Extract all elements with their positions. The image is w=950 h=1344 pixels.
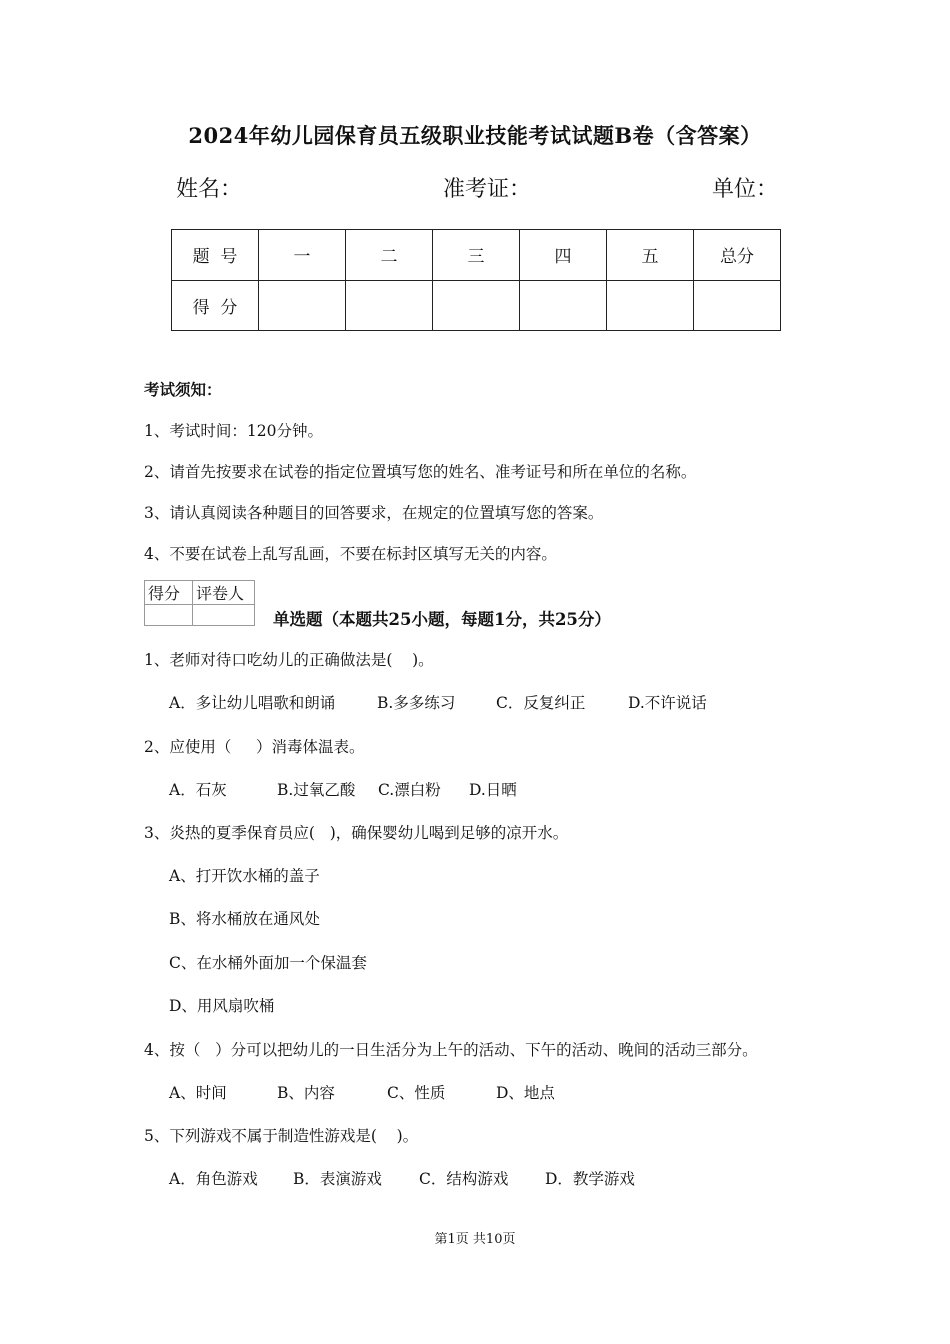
question-2-option-a: A．石灰 bbox=[169, 781, 227, 799]
notice-heading: 考试须知： bbox=[144, 380, 222, 399]
notice-item-1: 1、考试时间：120分钟。 bbox=[144, 422, 323, 440]
section-title: 单选题（本题共25小题，每题1分，共25分） bbox=[273, 610, 611, 629]
question-1-option-a: A．多让幼儿唱歌和朗诵 bbox=[169, 694, 336, 712]
grader-box bbox=[144, 580, 255, 626]
question-5-option-c: C．结构游戏 bbox=[419, 1170, 509, 1188]
question-4-option-a: A、时间 bbox=[169, 1084, 227, 1102]
grader-reviewer-label: 评卷人 bbox=[193, 581, 255, 605]
question-3-option-c: C、在水桶外面加一个保温套 bbox=[169, 954, 367, 972]
question-1-option-d: D.不许说话 bbox=[628, 694, 707, 712]
question-3-stem: 3、炎热的夏季保育员应( )，确保婴幼儿喝到足够的凉开水。 bbox=[144, 824, 569, 842]
header-cell-section-5: 五 bbox=[607, 230, 694, 281]
question-4-option-c: C、性质 bbox=[387, 1084, 446, 1102]
question-1-stem: 1、老师对待口吃幼儿的正确做法是( )。 bbox=[144, 651, 434, 669]
score-cell-section-5[interactable] bbox=[607, 280, 694, 331]
score-row-label: 得 分 bbox=[172, 280, 259, 331]
header-cell-total: 总分 bbox=[694, 230, 781, 281]
score-cell-total[interactable] bbox=[694, 280, 781, 331]
question-3-option-a: A、打开饮水桶的盖子 bbox=[169, 867, 320, 885]
header-cell-question-number: 题 号 bbox=[172, 230, 259, 281]
question-4-stem: 4、按（ ）分可以把幼儿的一日生活分为上午的活动、下午的活动、晚间的活动三部分。 bbox=[144, 1041, 758, 1059]
score-table-score-row bbox=[172, 280, 781, 331]
exam-id-field-label: 准考证： bbox=[443, 177, 532, 202]
question-1-option-b: B.多多练习 bbox=[377, 694, 456, 712]
score-cell-section-1[interactable] bbox=[259, 280, 346, 331]
question-2-option-d: D.日晒 bbox=[469, 781, 517, 799]
question-2-stem: 2、应使用（ ）消毒体温表。 bbox=[144, 738, 365, 756]
header-cell-section-3: 三 bbox=[433, 230, 520, 281]
score-cell-section-3[interactable] bbox=[433, 280, 520, 331]
question-3-option-b: B、将水桶放在通风处 bbox=[169, 910, 320, 928]
question-2-option-b: B.过氧乙酸 bbox=[277, 781, 356, 799]
grader-score-cell[interactable] bbox=[145, 605, 193, 626]
question-3-option-d: D、用风扇吹桶 bbox=[169, 997, 275, 1015]
question-5-option-d: D．教学游戏 bbox=[545, 1170, 635, 1188]
header-cell-section-4: 四 bbox=[520, 230, 607, 281]
header-cell-section-2: 二 bbox=[346, 230, 433, 281]
question-4-option-d: D、地点 bbox=[496, 1084, 555, 1102]
score-cell-section-4[interactable] bbox=[520, 280, 607, 331]
question-5-stem: 5、下列游戏不属于制造性游戏是( )。 bbox=[144, 1127, 419, 1145]
question-5-option-b: B．表演游戏 bbox=[293, 1170, 382, 1188]
question-4-option-b: B、内容 bbox=[277, 1084, 335, 1102]
unit-field-label: 单位： bbox=[712, 177, 779, 202]
question-1-option-c: C．反复纠正 bbox=[496, 694, 586, 712]
score-cell-section-2[interactable] bbox=[346, 280, 433, 331]
question-2-option-c: C.漂白粉 bbox=[378, 781, 441, 799]
notice-item-3: 3、请认真阅读各种题目的回答要求，在规定的位置填写您的答案。 bbox=[144, 504, 604, 522]
page-footer: 第1页 共10页 bbox=[434, 1232, 516, 1247]
question-5-option-a: A．角色游戏 bbox=[169, 1170, 258, 1188]
header-cell-section-1: 一 bbox=[259, 230, 346, 281]
name-field-label: 姓名： bbox=[176, 177, 243, 202]
score-table bbox=[171, 229, 781, 331]
grader-score-label: 得分 bbox=[145, 581, 193, 605]
score-table-header-row bbox=[172, 230, 781, 281]
notice-item-2: 2、请首先按要求在试卷的指定位置填写您的姓名、准考证号和所在单位的名称。 bbox=[144, 463, 697, 481]
page-title: 2024年幼儿园保育员五级职业技能考试试题B卷（含答案） bbox=[188, 123, 762, 148]
notice-item-4: 4、不要在试卷上乱写乱画，不要在标封区填写无关的内容。 bbox=[144, 545, 557, 563]
grader-reviewer-cell[interactable] bbox=[193, 605, 255, 626]
